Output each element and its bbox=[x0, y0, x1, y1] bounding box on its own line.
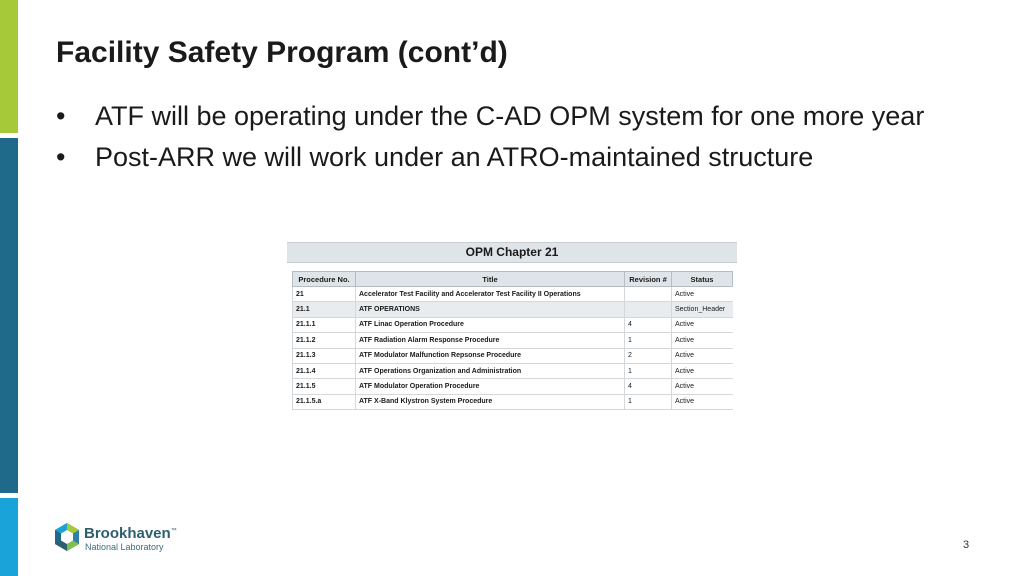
cell-title: ATF Operations Organization and Administration bbox=[356, 363, 625, 378]
table-caption: OPM Chapter 21 bbox=[287, 242, 737, 263]
table-row bbox=[293, 302, 733, 317]
cell-procedure-no: 21.1.5 bbox=[293, 379, 356, 394]
bullet-marker: • bbox=[56, 142, 66, 172]
bullet-text: Post-ARR we will work under an ATRO-maintained structure bbox=[95, 142, 814, 172]
header-revision: Revision # bbox=[625, 272, 672, 287]
opm-table-image bbox=[287, 242, 737, 410]
header-procedure-no: Procedure No. bbox=[293, 272, 356, 287]
table-row bbox=[293, 287, 733, 302]
cell-title: ATF Linac Operation Procedure bbox=[356, 317, 625, 332]
logo-subtitle: National Laboratory bbox=[85, 542, 164, 552]
cell-status: Active bbox=[672, 287, 733, 302]
cell-title: ATF Modulator Malfunction Repsonse Procedure bbox=[356, 348, 625, 363]
bullet-text: ATF will be operating under the C-AD OPM system for one more year bbox=[95, 101, 925, 131]
cell-status: Active bbox=[672, 333, 733, 348]
bullet-item bbox=[56, 141, 996, 174]
cell-procedure-no: 21.1.4 bbox=[293, 363, 356, 378]
bullet-item bbox=[56, 100, 996, 133]
cell-title: ATF Modulator Operation Procedure bbox=[356, 379, 625, 394]
page-number: 3 bbox=[963, 539, 970, 551]
logo-wordmark: Brookhaven™ bbox=[84, 525, 177, 542]
accent-stripe-blue bbox=[0, 498, 18, 576]
cell-procedure-no: 21.1 bbox=[293, 302, 356, 317]
table-row bbox=[293, 363, 733, 378]
procedure-table bbox=[292, 271, 733, 410]
cell-revision: 4 bbox=[625, 317, 672, 332]
cell-status: Section_Header bbox=[672, 302, 733, 317]
cell-status: Active bbox=[672, 379, 733, 394]
cell-title: Accelerator Test Facility and Accelerator Test Facility II Operations bbox=[356, 287, 625, 302]
table-row bbox=[293, 333, 733, 348]
slide-title: Facility Safety Program (cont’d) bbox=[56, 36, 508, 69]
cell-status: Active bbox=[672, 394, 733, 409]
accent-stripe-green bbox=[0, 0, 18, 133]
brookhaven-logo bbox=[54, 522, 184, 554]
cell-procedure-no: 21.1.5.a bbox=[293, 394, 356, 409]
cell-revision: 1 bbox=[625, 394, 672, 409]
cell-revision: 1 bbox=[625, 333, 672, 348]
hexagon-logo-icon bbox=[54, 522, 80, 552]
cell-title: ATF Radiation Alarm Response Procedure bbox=[356, 333, 625, 348]
cell-revision bbox=[625, 302, 672, 317]
header-title: Title bbox=[356, 272, 625, 287]
cell-procedure-no: 21.1.2 bbox=[293, 333, 356, 348]
cell-procedure-no: 21.1.1 bbox=[293, 317, 356, 332]
cell-procedure-no: 21 bbox=[293, 287, 356, 302]
cell-procedure-no: 21.1.3 bbox=[293, 348, 356, 363]
cell-status: Active bbox=[672, 317, 733, 332]
cell-revision bbox=[625, 287, 672, 302]
header-status: Status bbox=[672, 272, 733, 287]
cell-status: Active bbox=[672, 363, 733, 378]
bullet-list bbox=[56, 100, 996, 182]
cell-title: ATF OPERATIONS bbox=[356, 302, 625, 317]
cell-revision: 1 bbox=[625, 363, 672, 378]
cell-title: ATF X-Band Klystron System Procedure bbox=[356, 394, 625, 409]
bullet-marker: • bbox=[56, 101, 66, 131]
table-row bbox=[293, 317, 733, 332]
table-row bbox=[293, 348, 733, 363]
accent-stripe-teal bbox=[0, 138, 18, 493]
cell-status: Active bbox=[672, 348, 733, 363]
cell-revision: 2 bbox=[625, 348, 672, 363]
cell-revision: 4 bbox=[625, 379, 672, 394]
table-row bbox=[293, 394, 733, 409]
table-header-row bbox=[293, 272, 733, 287]
table-row bbox=[293, 379, 733, 394]
